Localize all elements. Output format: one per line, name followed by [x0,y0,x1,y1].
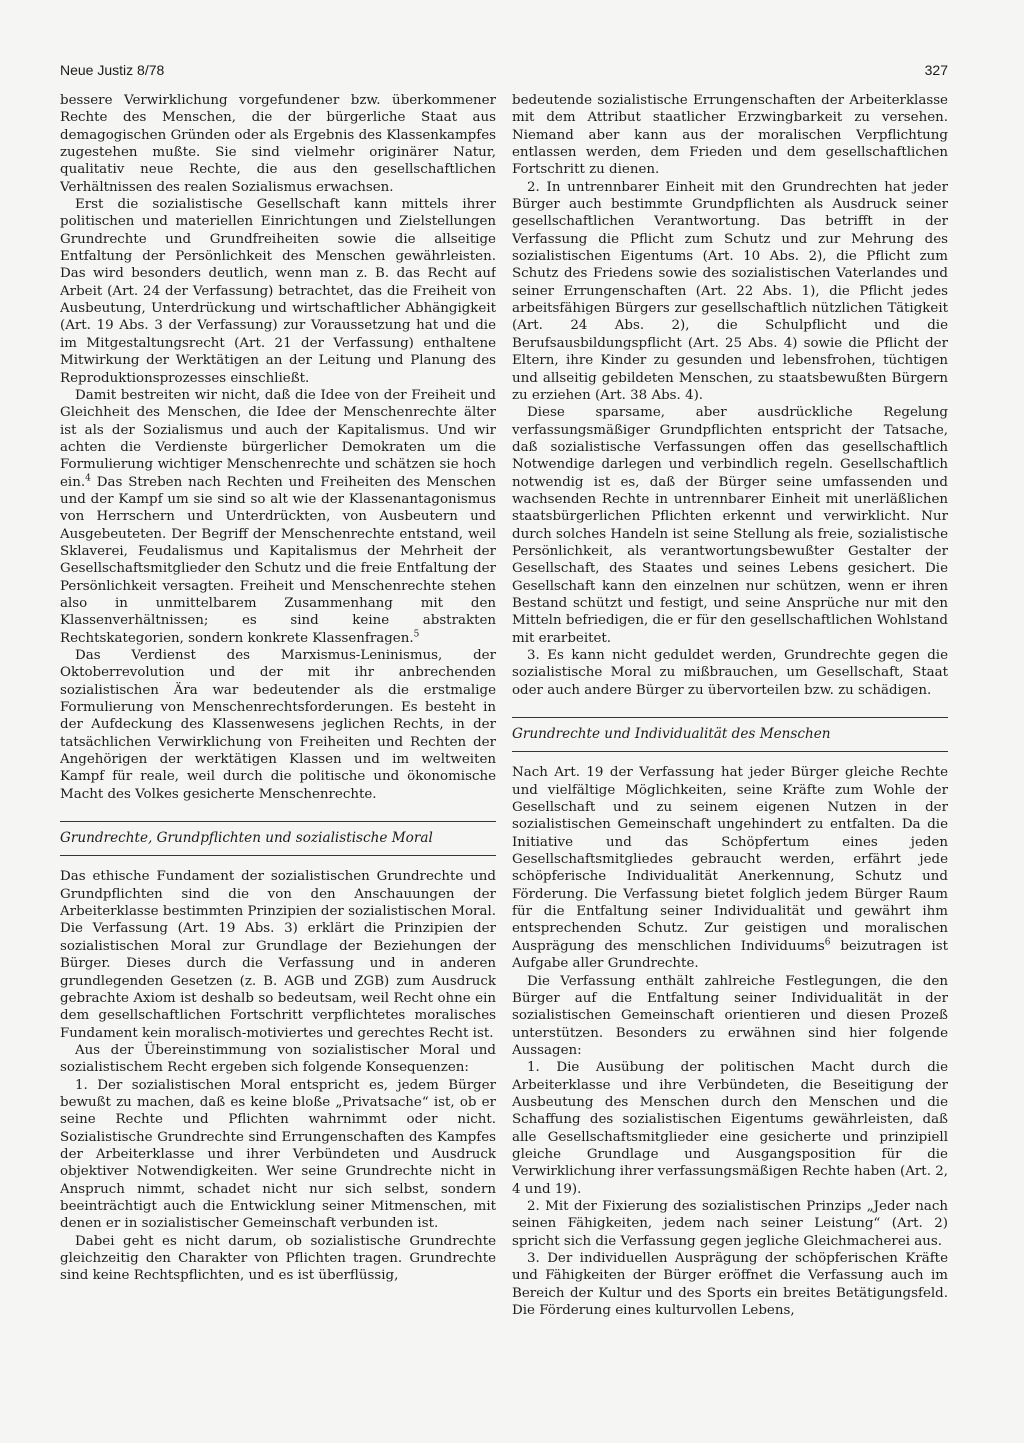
footnote-marker: 6 [824,937,831,948]
footnote-marker: 4 [85,473,91,484]
paragraph: Das Verdienst des Marxismus-Leninismus, der Oktoberrevolution und der mit ihr anbrechenden sozialistischen Ära war bedeutender als die erstmalige Formulierung von Menschenrechtsforderungen. Es besteht in der Aufdeckung des Klassenwesens jeglichen Rechts, in der tatsächlichen Verwirklichung von Freiheiten und Rechten der Angehörigen der werktätigen Klassen und im weltweiten Kampf für reale, weil durch die politische und ökonomische Macht des Volkes gesicherte Menschenrechte. [60,648,496,802]
section-heading: Grundrechte und Individualität des Menschen [512,717,948,752]
paragraph: Die Verfassung enthält zahlreiche Festlegungen, die den Bürger auf die Entfaltung seiner Individualität in der sozialistischen Gemeinschaft orientieren und diesen Prozeß unterstützen. Besonders zu erwähnen sind hier folgende Aussagen: [512,973,948,1058]
paragraph: bessere Verwirklichung vorgefundener bzw. überkommener Rechte des Menschen, die der bürgerliche Staat aus demagogischen Gründen oder als Ergebnis des Klassenkampfes zugestehen mußte. Sie sind vielmehr originärer Natur, qualitativ neue Rechte, die aus den gesellschaftlichen Verhältnissen des realen Sozialismus erwachsen. [60,93,496,195]
page-number: 327 [924,62,948,78]
paragraph: Diese sparsame, aber ausdrückliche Regelung verfassungsmäßiger Grundpflichten entspricht der Tatsache, daß sozialistische Verfassungen offen das gesellschaftlich Notwendige darlegen und verbindlich regeln. Gesellschaftlich notwendig ist es, daß der Bürger seine umfassenden und wachsenden Rechte in untrennbarer Einheit mit unerläßlichen staatsbürgerlichen Pflichten erkennt und verwirklicht. Nur durch solches Handeln ist seine Stellung als freie, sozialistische Persönlichkeit, als verantwortungsbewußter Gestalter der Gesellschaft, des Staates und seines Lebens gesichert. Die Gesellschaft kann den einzelnen nur schützen, wenn er ihren Bestand schützt und festigt, und seine Ansprüche nur mit den Mitteln befriedigen, die er für den gesellschaftlichen Wohlstand mit erarbeitet. [512,405,948,646]
paragraph-text: Nach Art. 19 der Verfassung hat jeder Bürger gleiche Rechte und vielfältige Möglichkeiten, seine Kräfte zum Wohle der Gesellschaft und zu seinem eigenen Nutzen in der sozialistischen Gemeinschaft ungehindert zu entfalten. Da die Initiative und das Schöpfertum eines jeden Gesellschaftsmitgliedes gebraucht werden, erfährt jede schöpferische Individualität Anerkennung, Schutz und Förderung. Die Verfassung bietet folglich jedem Bürger Raum für die Entfaltung seiner Individualität und gewährt ihm entsprechenden Schutz. Zur geistigen und moralischen Ausprägung des menschlichen Individuums [512,765,948,954]
right-column [512,92,948,1382]
paragraph: 3. Der individuellen Ausprägung der schöpferischen Kräfte und Fähigkeiten der Bürger eröffnet die Verfassung auch im Bereich der Kultur und des Sports ein breites Betätigungsfeld. Die Förderung eines kulturvollen Lebens, [512,1251,948,1319]
paragraph: Erst die sozialistische Gesellschaft kann mittels ihrer politischen und materiellen Einrichtungen und Zielstellungen Grundrechte und Grundfreiheiten sowie die allseitige Entfaltung der Persönlichkeit des Menschen gewährleisten. Das wird besonders deutlich, wenn man z. B. das Recht auf Arbeit (Art. 24 der Verfassung) betrachtet, das die Freiheit von Ausbeutung, Unterdrückung und wirtschaftlicher Abhängigkeit (Art. 19 Abs. 3 der Verfassung) zur Voraussetzung hat und die im Mitgestaltungsrecht (Art. 21 der Verfassung) enthaltene Mitwirkung der Werktätigen an der Leitung und Planung des Reproduktionsprozesses einschließt. [60,197,496,386]
paragraph: Das ethische Fundament der sozialistischen Grundrechte und Grundpflichten sind die von den Anschauungen der Arbeiterklasse bestimmten Prinzipien der sozialistischen Moral. Die Verfassung (Art. 19 Abs. 3) erklärt die Prinzipien der sozialistischen Moral zur Grundlage der Beziehungen der Bürger. Dieses durch die Verfassung und in anderen grundlegenden Gesetzen (z. B. AGB und ZGB) zum Ausdruck gebrachte Axiom ist deshalb so bedeutsam, weil Recht ohne ein dem gesellschaftlichen Fortschritt verpflichtetes moralisches Fundament kein moralisch-motiviertes und gerechtes Recht ist. [60,869,496,1041]
journal-title: Neue Justiz 8/78 [60,62,165,78]
paragraph-text: beizutragen ist Aufgabe aller Grundrechte. [512,938,948,972]
running-header [60,62,948,84]
paragraph [60,387,496,647]
paragraph: 2. Mit der Fixierung des sozialistischen Prinzips „Jeder nach seinen Fähigkeiten, jedem nach seiner Leistung“ (Art. 2) spricht sich die Verfassung gegen jegliche Gleichmacherei aus. [512,1198,948,1249]
paragraph: 2. In untrennbarer Einheit mit den Grundrechten hat jeder Bürger auch bestimmte Grundpflichten als Ausdruck seiner gesellschaftlichen Verantwortung. Das betrifft in der Verfassung die Pflicht zum Schutz und zur Mehrung des sozialistischen Eigentums (Art. 10 Abs. 2), die Pflicht zum Schutz des Friedens sowie des sozialistischen Vaterlandes und seiner Errungenschaften (Art. 22 Abs. 1), die Pflicht jedes arbeitsfähigen Bürgers zur gesellschaftlich nützlichen Tätigkeit (Art. 24 Abs. 2), die Schulpflicht und die Berufsausbildungspflicht (Art. 25 Abs. 4) sowie die Pflicht der Eltern, ihre Kinder zu gesunden und lebensfrohen, tüchtigen und allseitig gebildeten Menschen, zu staatsbewußten Bürgern zu erziehen (Art. 38 Abs. 4). [512,179,948,403]
footnote-marker: 5 [413,629,420,640]
paragraph: 1. Die Ausübung der politischen Macht durch die Arbeiterklasse und ihre Verbündeten, die Beseitigung der Ausbeutung des Menschen durch den Menschen und die Schaffung des sozialistischen Eigentums gewährleisten, daß alle Gesellschaftsmitglieder eine gesicherte und prinzipiell gleiche Grundlage und Ausgangsposition für die Verwirklichung ihrer verfassungsmäßigen Rechte haben (Art. 2, 4 und 19). [512,1060,948,1197]
paragraph: bedeutende sozialistische Errungenschaften der Arbeiterklasse mit dem Attribut staatlicher Erzwingbarkeit zu versehen. Niemand aber kann aus der moralischen Verpflichtung entlassen werden, dem Frieden und dem gesellschaftlichen Fortschritt zu dienen. [512,93,948,178]
paragraph: 3. Es kann nicht geduldet werden, Grundrechte gegen die sozialistische Moral zu mißbrauchen, um Gesellschaft, Staat oder auch andere Bürger zu übervorteilen bzw. zu schädigen. [512,648,948,698]
paragraph: Aus der Übereinstimmung von sozialistischer Moral und sozialistischem Recht ergeben sich folgende Konsequenzen: [60,1042,496,1076]
paragraph-text: Das Streben nach Rechten und Freiheiten des Menschen und der Kampf um sie sind so alt wie der Klassenantagonismus von Herrschern und Unterdrückten, von Ausbeutern und Ausgebeuteten. Der Begriff der Menschenrechte entstand, weil Sklaverei, Feudalismus und Kapitalismus der Mehrheit der Gesellschaftsmitglieder den Schutz und die freie Entfaltung der Persönlichkeit versagten. Freiheit und Menschenrechte stehen also in unmittelbarem Zusammenhang mit den Klassenverhältnissen; es sind keine abstrakten Rechtskategorien, sondern konkrete Klassenfragen. [60,474,496,646]
section-heading: Grundrechte, Grundpflichten und sozialistische Moral [60,821,496,856]
paragraph-text: Damit bestreiten wir nicht, daß die Idee von der Freiheit und Gleichheit des Menschen, die Idee der Menschenrechte älter ist als der Sozialismus und auch der Kapitalismus. Und wir achten die Verdienste bürgerlicher Demokraten um die Formulierung wichtiger Menschenrechte und schätzen sie hoch ein. [60,387,496,490]
paragraph: Dabei geht es nicht darum, ob sozialistische Grundrechte gleichzeitig den Charakter von Pflichten tragen. Grundrechte sind keine Rechtspflichten, und es ist überflüssig, [60,1233,496,1284]
paragraph [512,764,948,972]
paragraph: 1. Der sozialistischen Moral entspricht es, jedem Bürger bewußt zu machen, daß es keine bloße „Privatsache“ ist, ob er seine Rechte und Pflichten wahrnimmt oder nicht. Sozialistische Grundrechte sind Errungenschaften des Kampfes der Arbeiterklasse und ihrer Verbündeten und Ausdruck objektiver Notwendigkeiten. Wer seine Grundrechte nicht in Anspruch nimmt, schadet nicht nur sich selbst, sondern beeinträchtigt auch die Entwicklung seiner Mitmenschen, mit denen er in sozialistischer Gemeinschaft verbunden ist. [60,1077,496,1232]
left-column [60,92,496,1382]
